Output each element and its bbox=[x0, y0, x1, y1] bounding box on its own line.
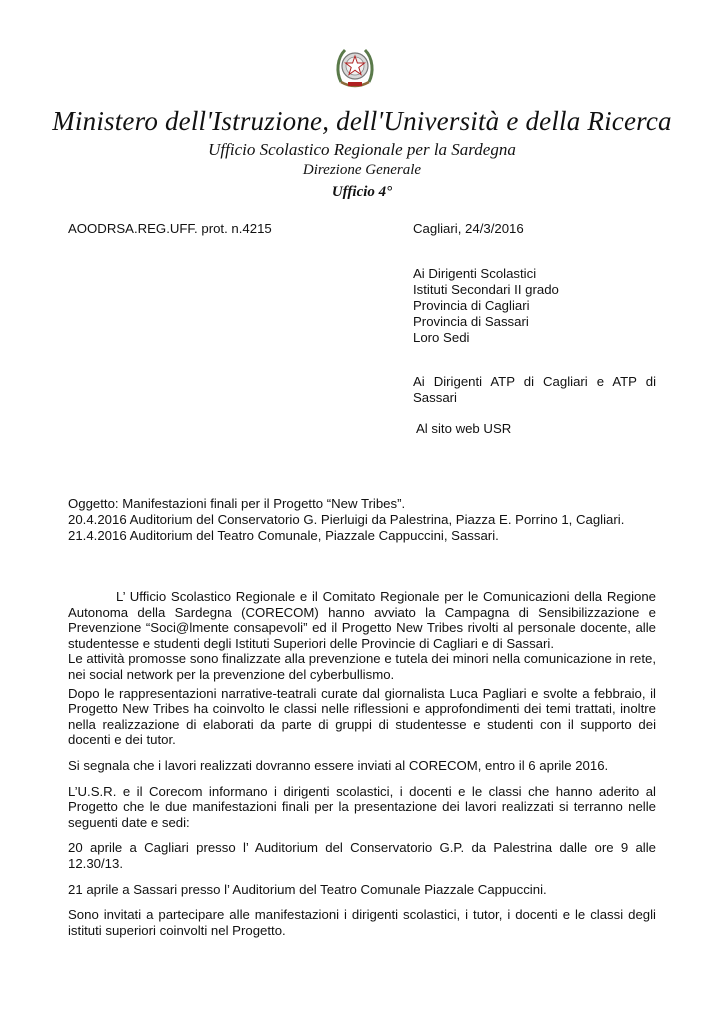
place-date: Cagliari, 24/3/2016 bbox=[413, 221, 524, 236]
letter-body bbox=[68, 589, 656, 938]
body-paragraph: Le attività promosse sono finalizzate alla prevenzione e tutela dei minori nella comunicazione in rete, nei social network per la prevenzione del cyberbullismo. bbox=[68, 651, 656, 682]
body-paragraph: Si segnala che i lavori realizzati dovranno essere inviati al CORECOM, entro il 6 aprile 2016. bbox=[68, 757, 609, 773]
subject-line: Oggetto: Manifestazioni finali per il Progetto “New Tribes”. bbox=[68, 496, 406, 511]
unit-title: Ufficio 4° bbox=[331, 184, 393, 200]
recipient-line: Ai Dirigenti Scolastici bbox=[413, 266, 537, 281]
subject-line: 21.4.2016 Auditorium del Teatro Comunale, Piazzale Cappuccini, Sassari. bbox=[68, 528, 499, 543]
recipient-atp-line2: Sassari bbox=[413, 390, 457, 405]
recipient-line: Provincia di Sassari bbox=[413, 314, 529, 329]
recipients-block bbox=[413, 266, 559, 346]
body-paragraph: 21 aprile a Sassari presso l’ Auditorium del Teatro Comunale Piazzale Cappuccini. bbox=[68, 881, 547, 897]
italian-republic-emblem bbox=[335, 42, 375, 92]
body-paragraph: 20 aprile a Cagliari presso l’ Auditorium del Conservatorio G.P. da Palestrina dalle ore 9 alle 12.30/13. bbox=[68, 840, 656, 871]
body-paragraph: Sono invitati a partecipare alle manifestazioni i dirigenti scolastici, i tutor, i docenti e le classi degli istituti superiori coinvolti nel Progetto. bbox=[68, 907, 656, 938]
recipient-atp-line1: Ai Dirigenti ATP di Cagliari e ATP di bbox=[413, 374, 656, 389]
recipient-line: Loro Sedi bbox=[413, 330, 470, 345]
direction-title: Direzione Generale bbox=[302, 162, 422, 178]
subject-block bbox=[68, 496, 624, 544]
recipient-line: Istituti Secondari II grado bbox=[413, 282, 559, 297]
regional-office-title: Ufficio Scolastico Regionale per la Sardegna bbox=[208, 140, 516, 159]
ministry-title: Ministero dell'Istruzione, dell'Università e della Ricerca bbox=[52, 106, 672, 136]
recipient-line: Provincia di Cagliari bbox=[413, 298, 530, 313]
subject-line: 20.4.2016 Auditorium del Conservatorio G. Pierluigi da Palestrina, Piazza E. Porrino 1, Cagliari. bbox=[68, 512, 625, 527]
body-paragraph: L’ Ufficio Scolastico Regionale e il Comitato Regionale per le Comunicazioni della Regione Autonoma della Sardegna (CORECOM) hanno avviato la Campagna di Sensibilizzazione e Prevenzione “Soci@lmente consapevoli” ed il Progetto New Tribes rivolti al personale docente, alle studentesse e studenti degli Istituti Superiori delle Provincie di Cagliari e di Sassari. bbox=[68, 589, 656, 651]
recipient-website: Al sito web USR bbox=[416, 421, 512, 436]
protocol-number: AOODRSA.REG.UFF. prot. n.4215 bbox=[68, 221, 272, 236]
body-paragraph: Dopo le rappresentazioni narrative-teatrali curate dal giornalista Luca Pagliari e svolte a febbraio, il Progetto New Tribes ha coinvolto le classi nelle riflessioni e approfondimenti dei temi trattati, inoltre nella realizzazione di elaborati da parte di gruppi di studentesse e studenti con il supporto dei docenti e dei tutor. bbox=[68, 685, 656, 748]
body-paragraph: L’U.S.R. e il Corecom informano i dirigenti scolastici, i docenti e le classi che hanno aderito al Progetto che le due manifestazioni finali per la presentazione dei lavori realizzati si terranno nelle seguenti date e sedi: bbox=[68, 783, 656, 830]
